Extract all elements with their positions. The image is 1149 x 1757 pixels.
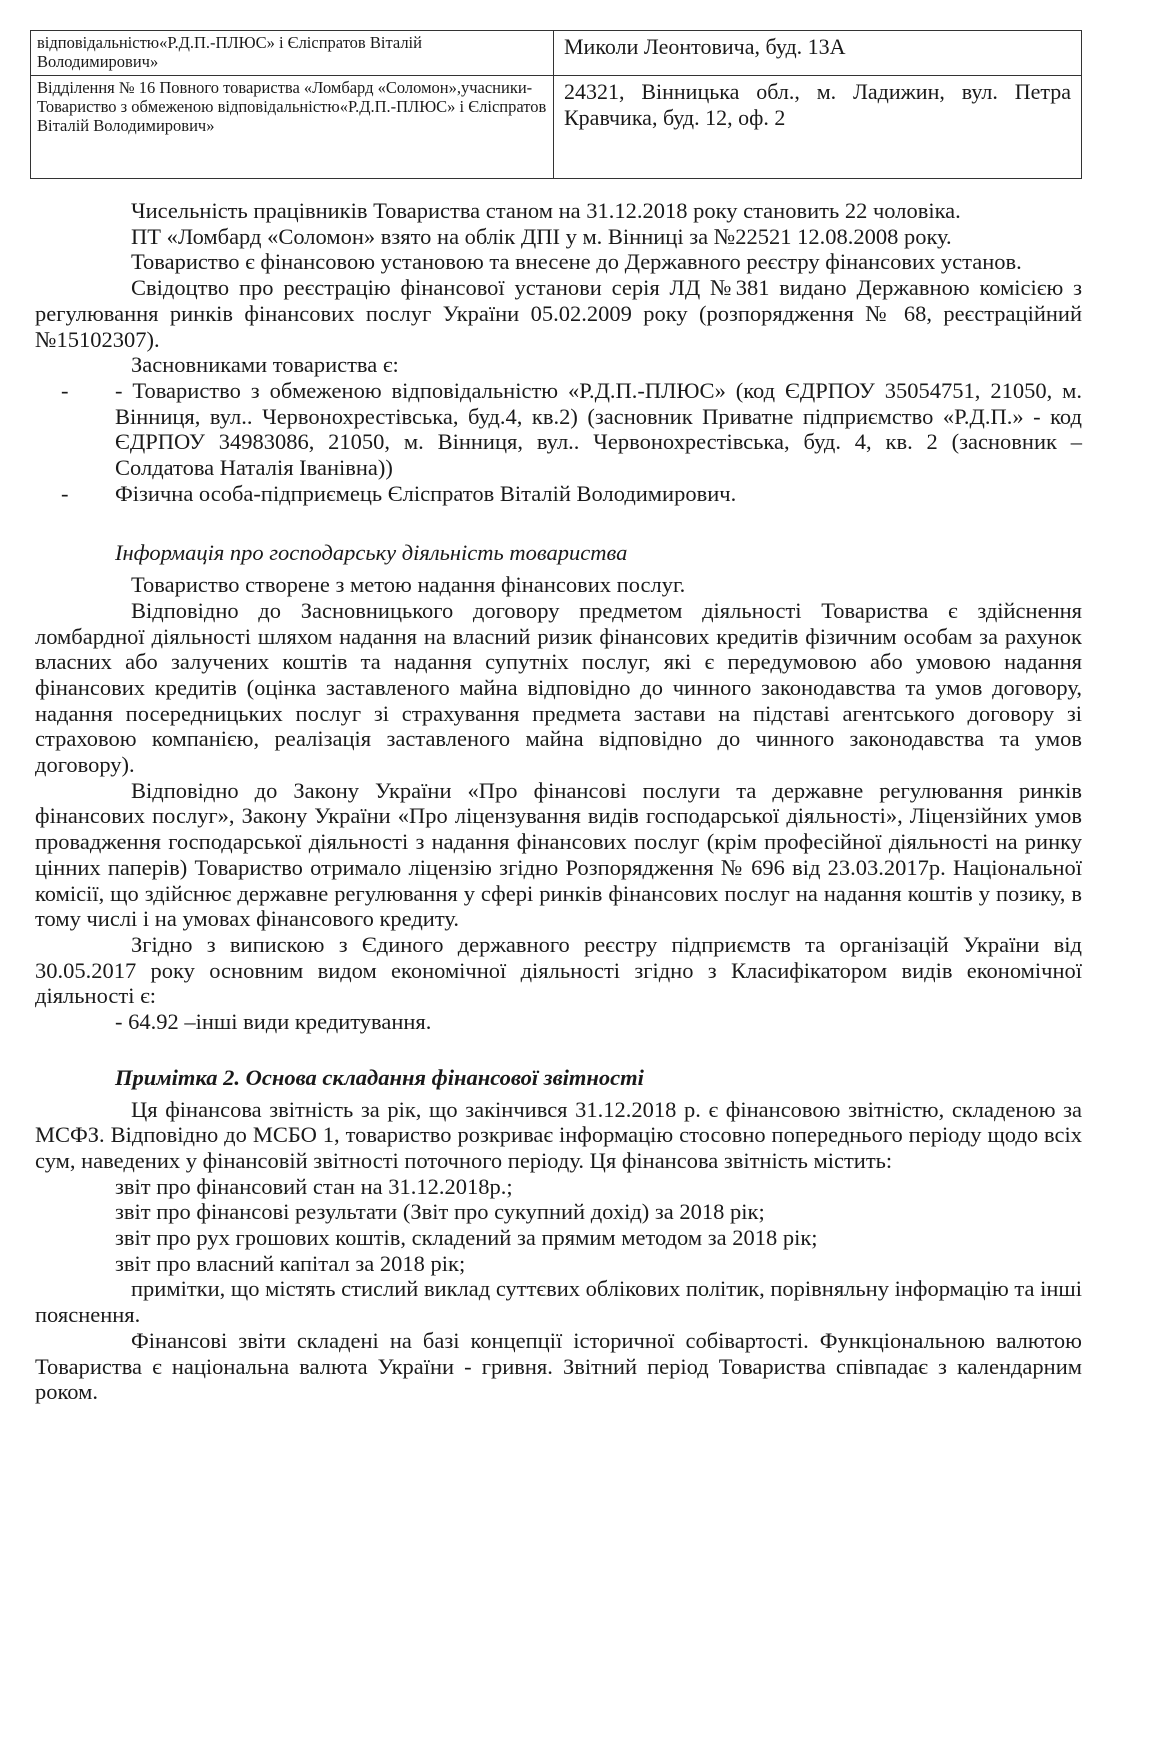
founder-item — [35, 378, 1082, 481]
tax-registration-paragraph: ПТ «Ломбард «Соломон» взято на облік ДПІ у м. Вінниці за №22521 12.08.2008 року. — [131, 223, 952, 249]
table-row — [31, 76, 1082, 179]
list-dash: - — [61, 480, 69, 506]
founder-text: - Товариство з обмеженою відповідальністю «Р.Д.П.-ПЛЮС» (код ЄДРПОУ 35054751, 21050, м. Вінниця, вул.. Червонохрестівська, буд.4, кв.2) (засновник Приватне підприємство «Р.Д.П.» - код ЄДРПОУ 34983086, 21050, м. Вінниця, вул.. Червонохрестівська, буд. 4, кв. 2 (засновник – Солдатова Наталія Іванівна)) — [115, 377, 1082, 481]
statement-item: звіт про власний капітал за 2018 рік; — [115, 1250, 466, 1276]
basis-paragraph: Ця фінансова звітність за рік, що закінчився 31.12.2018 р. є фінансовою звітністю, складеною за МСФЗ. Відповідно до МСБО 1, товариство розкриває інформацію стосовно попереднього періоду щодо всіх сум, наведених у фінансовій звітності поточного періоду. Ця фінансова звітність містить: — [35, 1096, 1082, 1173]
list-dash: - — [61, 377, 69, 403]
certificate-paragraph: Свідоцтво про реєстрацію фінансової установи серія ЛД №381 видано Державною комісією з регулювання ринків фінансових послуг України 05.02.2009 року (розпорядження № 68, реєстраційний №15102307). — [35, 275, 1082, 352]
activity-purpose-paragraph: Товариство створене з метою надання фінансових послуг. — [131, 572, 686, 598]
employees-paragraph: Чисельність працівників Товариства станом на 31.12.2018 року становить 22 чоловіка. — [131, 198, 961, 223]
founder-text: Фізична особа-підприємець Єліспратов Віталій Володимирович. — [115, 480, 737, 506]
branch-name-cell: Відділення № 16 Повного товариства «Ломбард «Соломон»,учасники-Товариство з обмеженою відповідальністю«Р.Д.П.-ПЛЮС» і Єліспратов Віталій Володимирович» — [31, 76, 554, 179]
statement-item: звіт про фінансовий стан на 31.12.2018р.; — [115, 1173, 513, 1199]
note-2-heading: Примітка 2. Основа складання фінансової звітності — [115, 1064, 644, 1090]
statement-item-notes: примітки, що містять стислий виклад суттєвих облікових політик, порівняльну інформацію та інші пояснення. — [35, 1276, 1082, 1328]
activity-heading: Інформація про господарську діяльність товариства — [115, 540, 628, 566]
currency-paragraph: Фінансові звіти складені на базі концепції історичної собівартості. Функціональною валютою Товариства є національна валюта України - гривня. Звітний період Товариства співпадає з календарним роком. — [35, 1327, 1082, 1405]
founder-item — [35, 481, 1082, 507]
branches-table — [30, 30, 1082, 179]
license-paragraph: Відповідно до Закону України «Про фінансові послуги та державне регулювання ринків фінансових послуг», Закону України «Про ліцензування видів господарської діяльності», Ліцензійних умов провадження господарської діяльності з надання фінансових послуг (крім професійної діяльності на ринку цінних паперів) Товариство отримало ліцензію згідно Розпорядження № 696 від 23.03.2017р. Національної комісії, що здійснює державне регулювання у сфері ринків фінансових послуг на надання коштів у позику, в тому числі і на умовах фінансового кредиту. — [35, 777, 1082, 932]
activity-subject-paragraph: Відповідно до Засновницького договору предметом діяльності Товариства є здійснення ломбардної діяльності шляхом надання на власний ризик фінансових кредитів фізичним особам за рахунок власних або залучених коштів та надання супутніх послуг, які є передумовою або умовою надання фінансових кредитів (оцінка заставленого майна відповідно до чинного законодавства та умов договору, надання посередницьких послуг зі страхування предмета застави на підставі агентського договору зі страховою компанією, реалізація заставленого майна відповідно до чинного законодавства та умов договору). — [35, 597, 1082, 778]
registry-paragraph: Товариство є фінансовою установою та внесене до Державного реєстру фінансових установ. — [131, 249, 1022, 275]
registry-extract-paragraph: Згідно з випискою з Єдиного державного реєстру підприємств та організацій України від 30.05.2017 року основним видом економічної діяльності згідно з Класифікатором видів економічної діяльності є: — [35, 931, 1082, 1009]
statement-item: звіт про фінансові результати (Звіт про сукупний дохід) за 2018 рік; — [115, 1199, 765, 1225]
founders-intro: Засновниками товариства є: — [131, 352, 399, 378]
statement-item: звіт про рух грошових коштів, складений за прямим методом за 2018 рік; — [115, 1225, 818, 1251]
branch-address-cell: 24321, Вінницька обл., м. Ладижин, вул. Петра Кравчика, буд. 12, оф. 2 — [554, 76, 1082, 179]
branch-name-cell: відповідальністю«Р.Д.П.-ПЛЮС» і Єліспратов Віталій Володимирович» — [31, 31, 554, 76]
document-body — [35, 198, 1082, 1405]
activity-code: - 64.92 –інші види кредитування. — [115, 1009, 432, 1035]
branch-address-cell: Миколи Леонтовича, буд. 13А — [554, 31, 1082, 76]
table-row — [31, 31, 1082, 76]
